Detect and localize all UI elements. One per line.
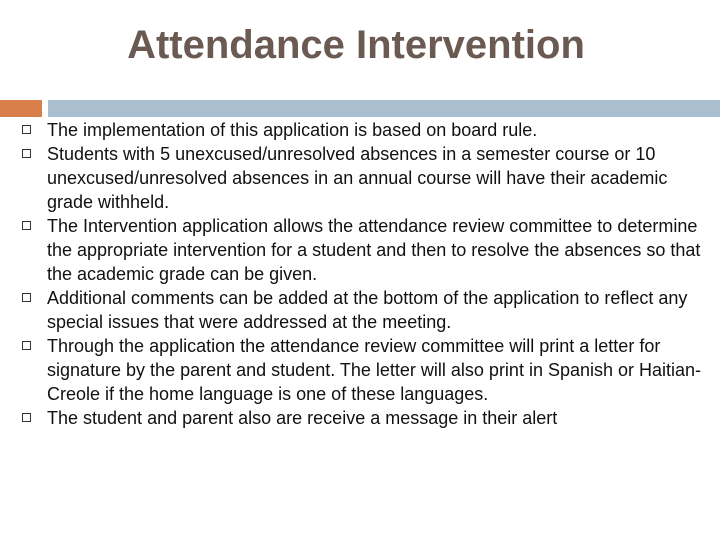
bullet-text: Students with 5 unexcused/unresolved absences in a semester course or 10 unexcused/unresolved absences in an annual course will have their academic grade withheld.	[47, 144, 668, 212]
bullet-item	[22, 118, 702, 142]
bullet-item	[22, 142, 702, 214]
square-bullet-icon	[22, 293, 31, 302]
bullet-item	[22, 406, 702, 430]
bullet-text: The Intervention application allows the attendance review committee to determine the appropriate intervention for a student and then to resolve the absences so that the academic grade can be given.	[47, 216, 701, 284]
bullet-text: Additional comments can be added at the bottom of the application to reflect any special issues that were addressed at the meeting.	[47, 288, 688, 332]
square-bullet-icon	[22, 125, 31, 134]
square-bullet-icon	[22, 149, 31, 158]
bullet-item	[22, 214, 702, 286]
slide-title: Attendance Intervention	[127, 23, 585, 67]
square-bullet-icon	[22, 221, 31, 230]
square-bullet-icon	[22, 413, 31, 422]
accent-bar	[0, 100, 42, 117]
title-rule-bar	[48, 100, 720, 117]
bullet-item	[22, 334, 702, 406]
bullet-text: The implementation of this application is based on board rule.	[47, 120, 538, 140]
bullet-text: The student and parent also are receive a message in their alert	[47, 408, 558, 428]
bullet-text: Through the application the attendance review committee will print a letter for signature by the parent and student. The letter will also print in Spanish or Haitian-Creole if the home language is one of these languages.	[47, 336, 702, 404]
bullet-list	[22, 118, 702, 430]
square-bullet-icon	[22, 341, 31, 350]
bullet-item	[22, 286, 702, 334]
